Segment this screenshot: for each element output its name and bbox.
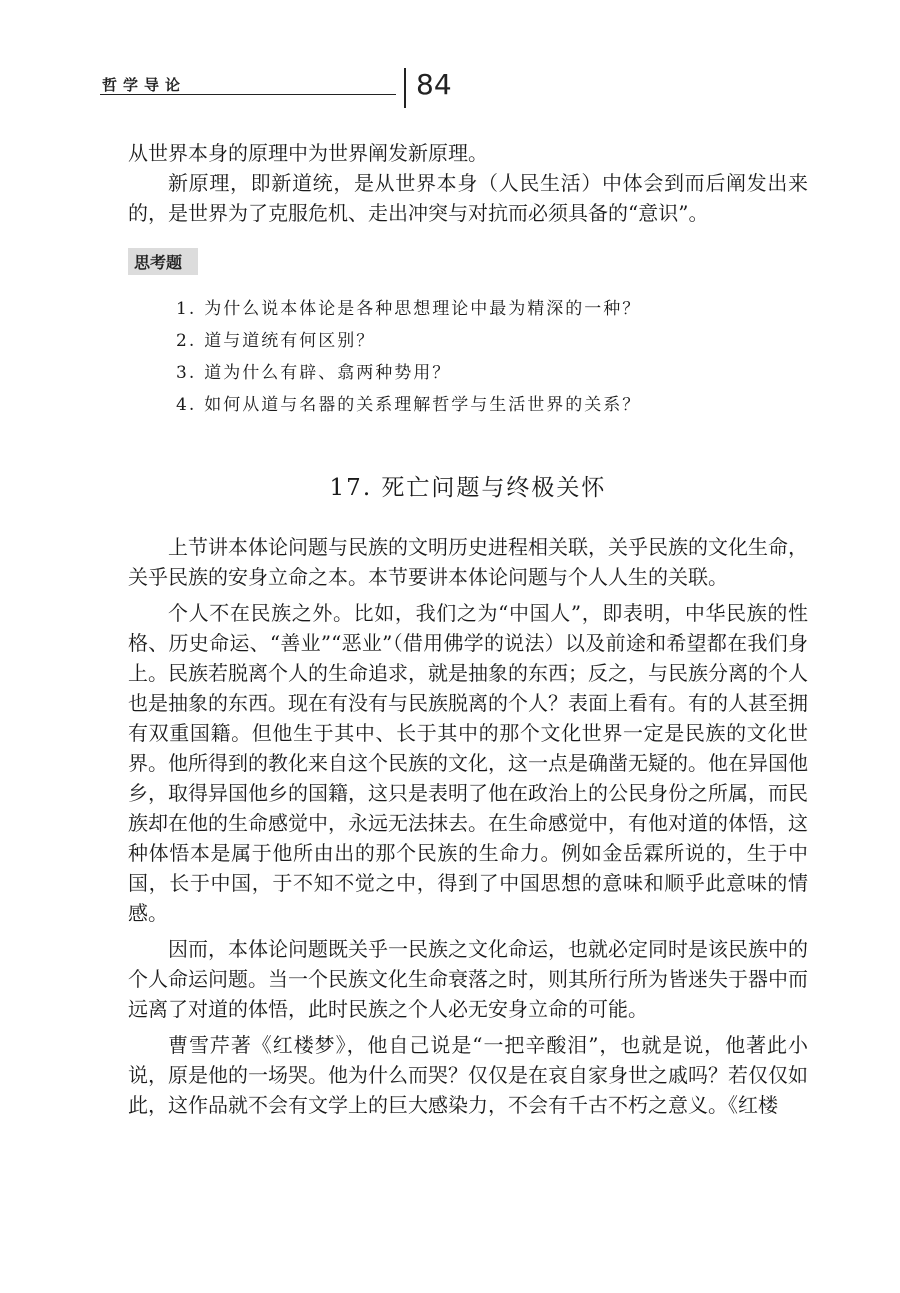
question-item xyxy=(176,293,808,325)
book-title: 哲学导论 xyxy=(102,76,187,94)
questions-heading: 思考题 xyxy=(128,248,198,275)
body-paragraph: 曹雪芹著《红楼梦》，他自己说是“一把辛酸泪”，也就是说，他著此小说，原是他的一场哭。他为什么而哭？仅仅是在哀自家身世之戚吗？若仅仅如此，这作品就不会有文学上的巨大感染力，不会有千古不朽之意义。《红楼 xyxy=(128,1033,808,1117)
question-text: 为什么说本体论是各种思想理论中最为精深的一种？ xyxy=(204,299,642,319)
running-header xyxy=(100,66,790,110)
question-number: 2. xyxy=(176,331,197,351)
intro-paragraph-2: 新原理，即新道统，是从世界本身（人民生活）中体会到而后阐发出来的，是世界为了克服危机、走出冲突与对抗而必须具备的“意识”。 xyxy=(128,171,808,225)
body-paragraph: 上节讲本体论问题与民族的文明历史进程相关联，关乎民族的文化生命，关乎民族的安身立命之本。本节要讲本体论问题与个人人生的关联。 xyxy=(128,535,808,589)
questions-list xyxy=(128,293,808,421)
header-rule xyxy=(100,94,396,95)
header-divider xyxy=(404,68,406,108)
section-body xyxy=(128,532,808,1120)
question-item xyxy=(176,389,808,421)
question-text: 如何从道与名器的关系理解哲学与生活世界的关系？ xyxy=(204,395,642,415)
intro-paragraph-1: 从世界本身的原理中为世界阐发新原理。 xyxy=(128,141,488,165)
question-number: 4. xyxy=(176,395,197,415)
section-title: 17. 死亡问题与终极关怀 xyxy=(329,475,607,501)
question-text: 道与道统有何区别？ xyxy=(204,331,376,351)
body-paragraph: 因而，本体论问题既关乎一民族之文化命运，也就必定同时是该民族中的个人命运问题。当一个民族文化生命衰落之时，则其所行所为皆迷失于器中而远离了对道的体悟，此时民族之个人必无安身立命的可能。 xyxy=(128,937,808,1021)
question-text: 道为什么有辟、翕两种势用？ xyxy=(204,363,452,383)
body-paragraph: 个人不在民族之外。比如，我们之为“中国人”，即表明，中华民族的性格、历史命运、“善业”“恶业”（借用佛学的说法）以及前途和希望都在我们身上。民族若脱离个人的生命追求，就是抽象的东西；反之，与民族分离的个人也是抽象的东西。现在有没有与民族脱离的个人？表面上看有。有的人甚至拥有双重国籍。但他生于其中、长于其中的那个文化世界一定是民族的文化世界。他所得到的教化来自这个民族的文化，这一点是确凿无疑的。他在异国他乡，取得异国他乡的国籍，这只是表明了他在政治上的公民身份之所属，而民族却在他的生命感觉中，永远无法抹去。在生命感觉中，有他对道的体悟，这种体悟本是属于他所由出的那个民族的生命力。例如金岳霖所说的，生于中国，长于中国，于不知不觉之中，得到了中国思想的意味和顺乎此意味的情感。 xyxy=(128,601,808,925)
page-content xyxy=(128,138,808,1120)
page-number: 84 xyxy=(416,68,452,101)
question-number: 1. xyxy=(176,299,197,319)
question-number: 3. xyxy=(176,363,197,383)
question-item xyxy=(176,357,808,389)
question-item xyxy=(176,325,808,357)
